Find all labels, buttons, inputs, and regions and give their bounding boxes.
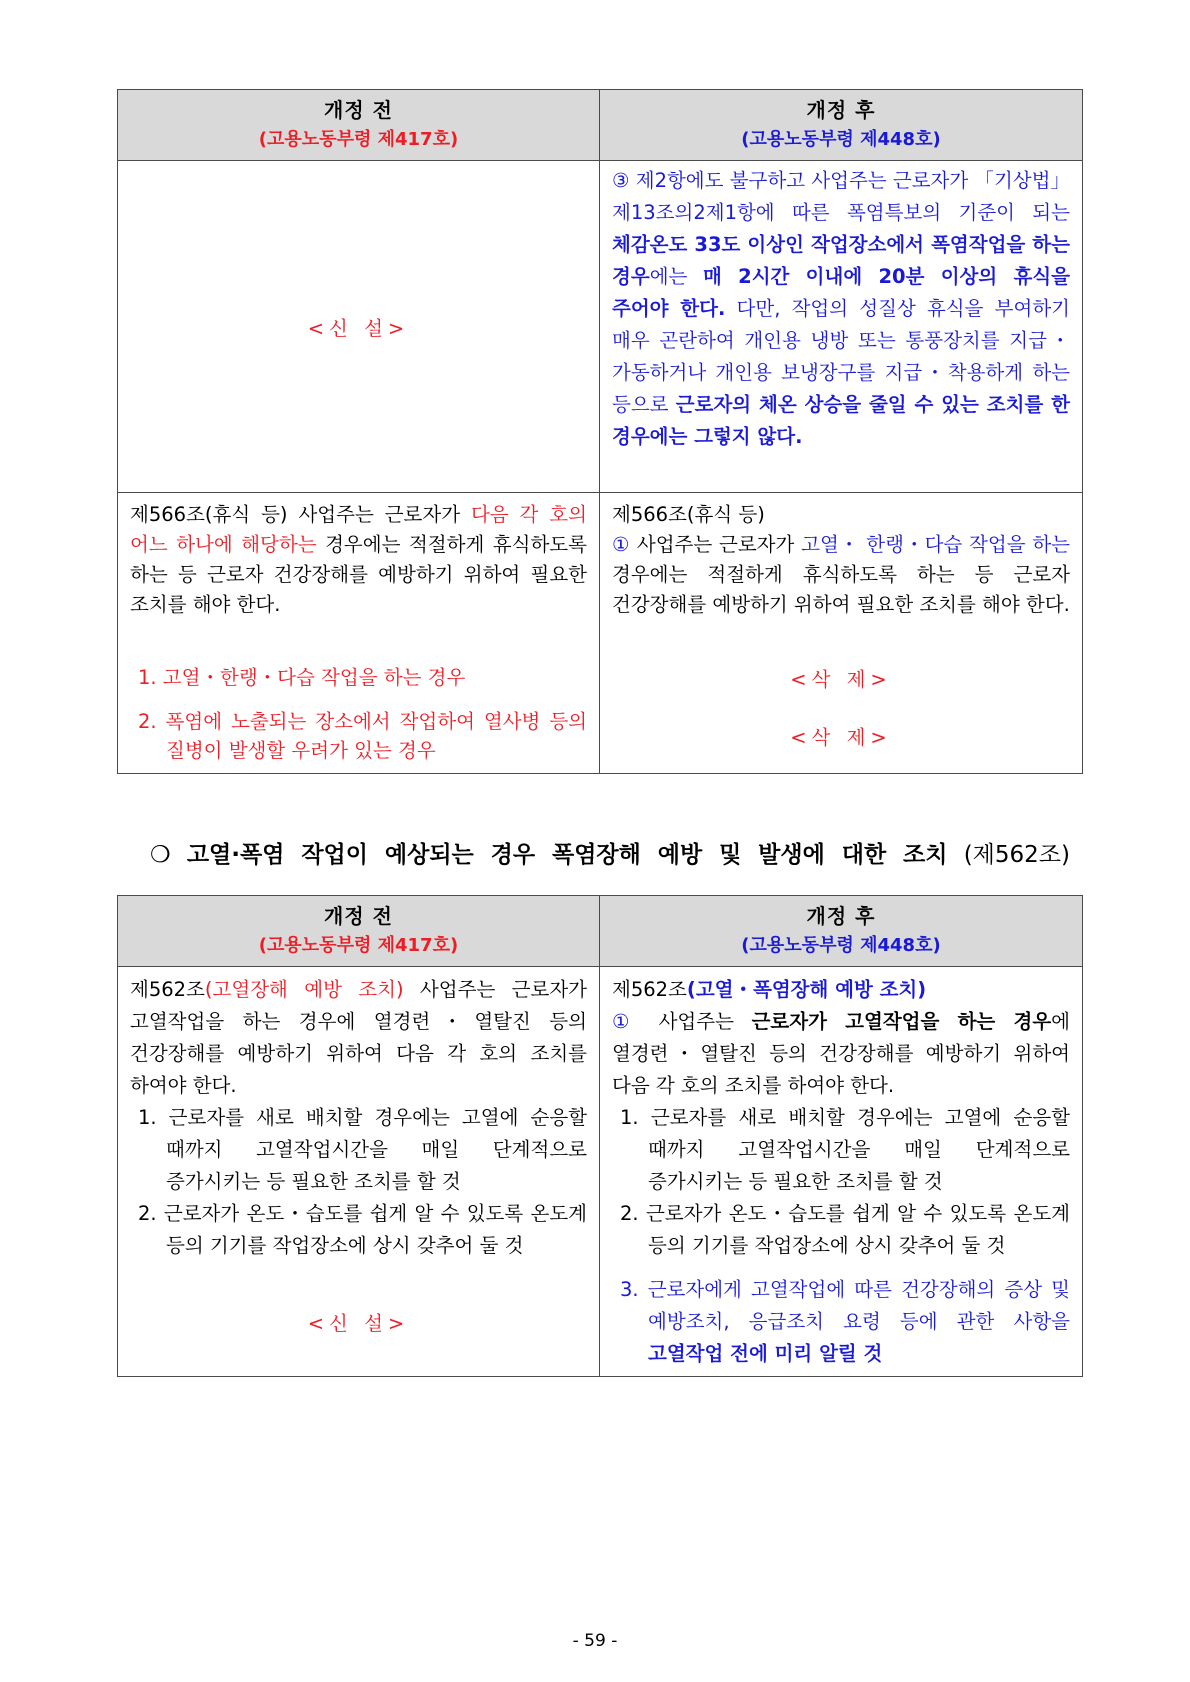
cell-after-item-1 — [600, 658, 1083, 699]
header-cell-before — [118, 90, 600, 161]
text-plain: 제566조(휴식 등) 사업주는 근로자가 — [130, 503, 471, 526]
text-added-bold: (고열・폭염장해 예방 조치) — [686, 978, 927, 1001]
deleted-item-2: 2. 폭염에 노출되는 장소에서 작업하여 열사병 등의 질병이 발생할 우려가 있는 경우 — [138, 709, 587, 762]
added-item-3 — [612, 1274, 1070, 1370]
deleted-marker: <삭 제> — [790, 668, 892, 691]
header-ordinance-before: (고용노동부령 제417호) — [258, 935, 459, 956]
circle-bullet-icon: ❍ — [150, 842, 171, 868]
article-paragraph-1 — [612, 1006, 1070, 1102]
header-cell-before — [118, 896, 600, 967]
header-title-after: 개정 후 — [806, 98, 876, 122]
deleted-marker: <삭 제> — [790, 725, 892, 749]
text-bold: 근로자가 고열작업을 하는 경우 — [751, 1010, 1052, 1033]
text-added-bold: 매 2시간 이내에 20분 이상의 휴식을 주어야 한다. — [612, 265, 1070, 320]
article-heading — [612, 974, 1070, 1006]
header-ordinance-after: (고용노동부령 제448호) — [741, 129, 941, 150]
cell-after-article-566 — [600, 493, 1083, 658]
section-title: 고열·폭염 작업이 예상되는 경우 폭염장해 예방 및 발생에 대한 조치 — [186, 842, 948, 868]
cell-before-article-562 — [118, 967, 600, 1269]
text-plain: 경우에는 적절하게 휴식하도록 하는 등 근로자 건강장해를 예방하기 위하여 필요한 조치를 해야 한다. — [612, 563, 1070, 616]
text-added: 에는 — [649, 265, 704, 288]
page-number: - 59 - — [572, 1631, 618, 1651]
text-plain: 제562조 — [130, 978, 205, 1001]
cell-before-item-3 — [118, 1269, 600, 1377]
new-clause-marker: <신 설> — [307, 1312, 410, 1336]
header-ordinance-after: (고용노동부령 제448호) — [741, 935, 941, 956]
amendment-table-article-562 — [117, 895, 1083, 1377]
table-row-item-3 — [118, 1269, 1083, 1377]
text-plain: 사업주는 — [640, 1010, 752, 1033]
paragraph-number-added: ① — [612, 1010, 641, 1033]
table-header-row — [118, 90, 1083, 161]
text-plain: 사업주는 근로자가 — [630, 533, 802, 556]
text-added: ③ 제2항에도 불구하고 사업주는 근로자가 「기상법」 제13조의2제1항에 따른 폭염특보의 기준이 되는 — [612, 169, 1070, 224]
text-added-bold: 근로자의 체온 상승을 줄일 수 있는 조치를 한 경우에는 그렇지 않다. — [612, 393, 1070, 448]
text-plain: 경우에는 적절하게 휴식하도록 하는 등 근로자 건강장해를 예방하기 위하여 필요한 조치를 해야 한다. — [130, 533, 587, 616]
table-row-new-paragraph-3 — [118, 161, 1083, 493]
header-title-before: 개정 전 — [324, 904, 393, 928]
cell-before-item-1 — [118, 658, 600, 699]
cell-before-article-566 — [118, 493, 600, 658]
cell-after-article-562 — [600, 967, 1083, 1269]
table-row-item-1 — [118, 658, 1083, 699]
article-paragraph — [130, 974, 587, 1102]
list-item-1: 1. 근로자를 새로 배치할 경우에는 고열에 순응할 때까지 고열작업시간을 매일 단계적으로 증가시키는 등 필요한 조치를 할 것 — [138, 1106, 587, 1193]
article-reference: (제562조) — [963, 842, 1070, 868]
cell-after-item-3 — [600, 1269, 1083, 1377]
cell-before-new-clause — [118, 161, 600, 493]
list-item-1: 1. 근로자를 새로 배치할 경우에는 고열에 순응할 때까지 고열작업시간을 매일 단계적으로 증가시키는 등 필요한 조치를 할 것 — [620, 1106, 1070, 1193]
text-added: 고열・ 한랭・다습 작업을 하는 — [801, 533, 1071, 556]
amendment-table-article-566 — [117, 89, 1083, 774]
new-clause-marker: <신 설> — [307, 316, 410, 340]
cell-before-item-2 — [118, 699, 600, 774]
text-plain: 에 열경련・열탈진 등의 건강장해를 예방하기 위하여 다음 각 호의 조치를 하여야 한다. — [612, 1010, 1071, 1097]
header-cell-after — [600, 896, 1083, 967]
cell-after-item-2 — [600, 699, 1083, 774]
header-cell-after — [600, 90, 1083, 161]
table-row-article-566-main — [118, 493, 1083, 658]
table-header-row — [118, 896, 1083, 967]
text-added: 3. 근로자에게 고열작업에 따른 건강장해의 증상 및 예방조치, 응급조치 요령 등에 관한 사항을 — [620, 1278, 1070, 1334]
table-row-article-562-main — [118, 967, 1083, 1269]
header-title-before: 개정 전 — [324, 98, 393, 122]
text-added-bold: 고열작업 전에 미리 알릴 것 — [648, 1342, 883, 1366]
table-row-item-2 — [118, 699, 1083, 774]
list-item-2: 2. 근로자가 온도・습도를 쉽게 알 수 있도록 온도계 등의 기기를 작업장소에 상시 갖추어 둘 것 — [138, 1202, 587, 1257]
header-ordinance-before: (고용노동부령 제417호) — [258, 129, 459, 150]
text-deleted: 다음 각 호의 어느 하나에 해당하는 — [130, 503, 587, 556]
article-heading: 제566조(휴식 등) — [612, 503, 765, 526]
text-added-bold: 체감온도 33도 이상인 작업장소에서 폭염작업을 하는 경우 — [612, 233, 1070, 288]
text-deleted: (고열장해 예방 조치) — [204, 978, 404, 1001]
list-item-2: 2. 근로자가 온도・습도를 쉽게 알 수 있도록 온도계 등의 기기를 작업장소에 상시 갖추어 둘 것 — [620, 1202, 1070, 1257]
text-plain: 사업주는 근로자가 고열작업을 하는 경우에 열경련・열탈진 등의 건강장해를 예방하기 위하여 다음 각 호의 조치를 하여야 한다. — [130, 978, 587, 1097]
deleted-item-1: 1. 고열・한랭・다습 작업을 하는 경우 — [138, 666, 466, 689]
article-paragraph-1 — [612, 530, 1070, 620]
header-title-after: 개정 후 — [806, 904, 876, 928]
cell-after-paragraph-3 — [600, 161, 1083, 493]
section-heading — [150, 838, 1070, 872]
paragraph-number-added: ① — [612, 533, 631, 556]
text-plain: 제562조 — [612, 978, 687, 1001]
text-added: 다만, 작업의 성질상 휴식을 부여하기 매우 곤란하여 개인용 냉방 또는 통풍장치를 지급・가동하거나 개인용 보냉장구를 지급・착용하게 하는 등으로 — [612, 297, 1070, 416]
